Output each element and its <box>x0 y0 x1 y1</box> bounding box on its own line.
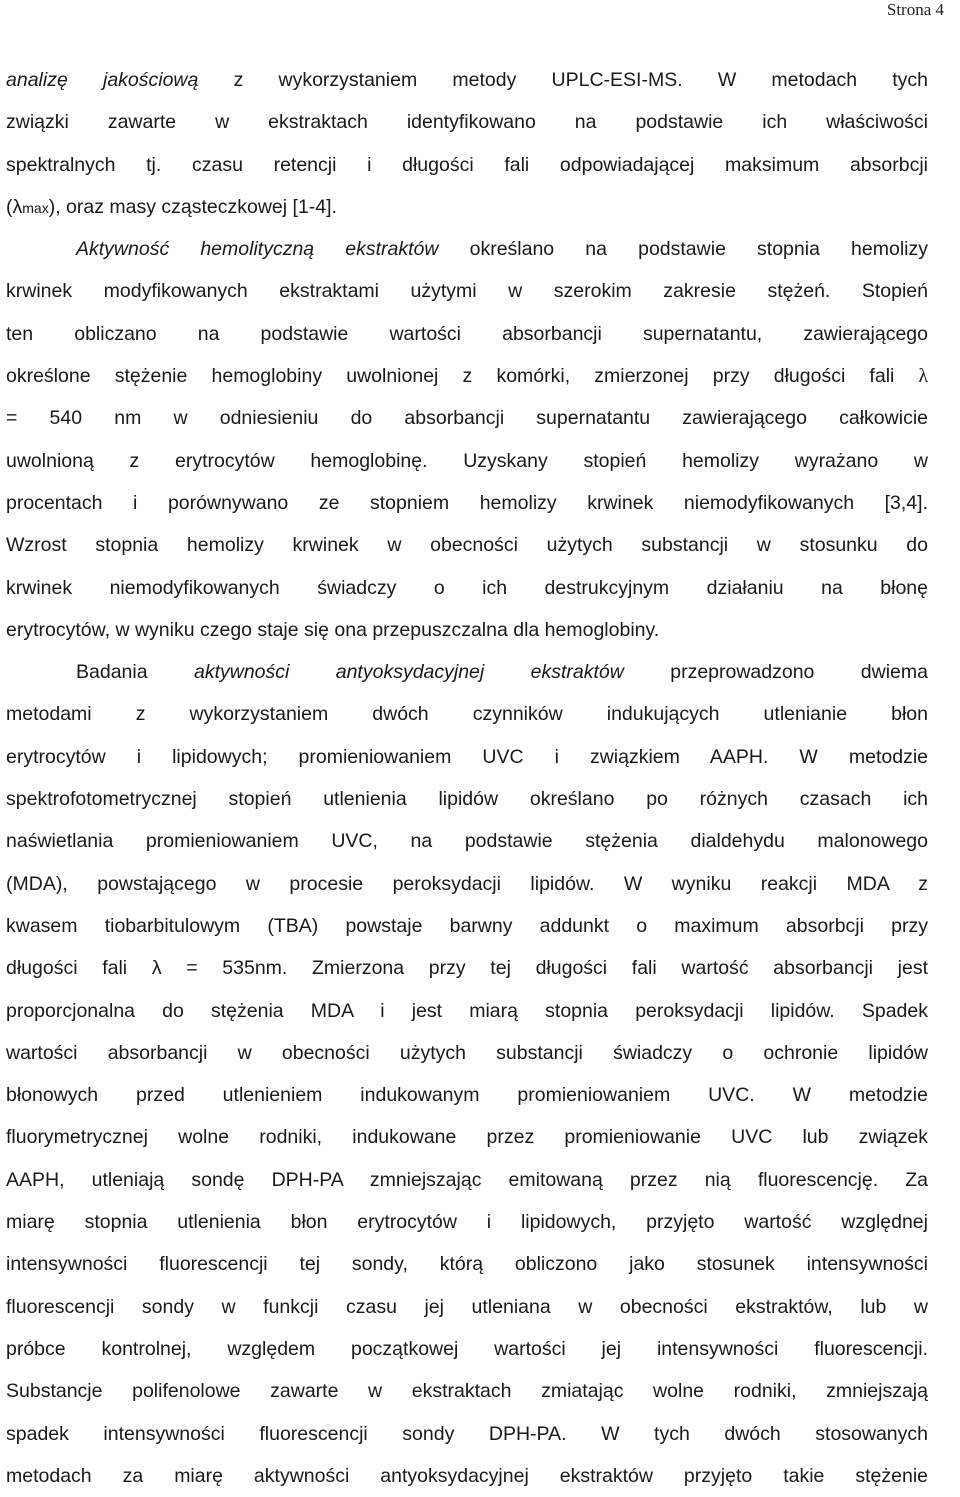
text-run: (MDA), powstającego w procesie peroksydacji lipidów. W wyniku reakcji MDA z <box>6 872 928 895</box>
text-run: erytrocytów i lipidowych; promieniowaniem UVC i związkiem AAPH. W metodzie <box>6 745 928 768</box>
text-run: spektrofotometrycznej stopień utlenienia lipidów określano po różnych czasach ich <box>6 788 928 811</box>
text-run: długości fali λ = 535nm. Zmierzona przy tej długości fali wartość absorbancji jest <box>6 957 928 980</box>
text-line <box>6 144 928 186</box>
text-line <box>6 990 928 1032</box>
text-line <box>6 1243 928 1285</box>
text-line <box>6 736 928 778</box>
text-line <box>6 270 928 312</box>
text-line <box>6 1201 928 1243</box>
text-run: = 540 nm w odniesieniu do absorbancji supernatantu zawierającego całkowicie <box>6 407 928 430</box>
text-run: krwinek modyfikowanych ekstraktami użytymi w szerokim zakresie stężeń. Stopień <box>6 280 928 303</box>
text-line <box>6 1413 928 1455</box>
text-run: określone stężenie hemoglobiny uwolnionej z komórki, zmierzonej przy długości fali <box>6 365 919 388</box>
text-run: procentach i porównywano ze stopniem hemolizy krwinek niemodyfikowanych [3,4]. <box>6 491 928 514</box>
text-run: fluorymetrycznej wolne rodniki, indukowane przez promieniowanie UVC lub związek <box>6 1126 928 1149</box>
text-run: Substancje polifenolowe zawarte w ekstraktach zmiatając wolne rodniki, zmniejszają <box>6 1380 928 1403</box>
text-line <box>6 524 928 566</box>
text-line <box>6 313 928 355</box>
text-run: ), oraz masy cząsteczkowej [1-4]. <box>48 195 337 218</box>
text-line <box>6 101 928 143</box>
text-line <box>6 693 928 735</box>
text-line <box>6 905 928 947</box>
text-run: określano na podstawie stopnia hemolizy <box>438 238 928 261</box>
page-number: Strona 4 <box>886 0 944 19</box>
text-line <box>6 1116 928 1158</box>
text-run: przeprowadzono dwiema <box>623 661 928 684</box>
text-line <box>6 228 928 270</box>
text-run: λ <box>918 366 928 388</box>
text-run: spektralnych tj. czasu retencji i długości fali odpowiadającej maksimum absorbcji <box>6 153 928 176</box>
text-line <box>6 482 928 524</box>
text-run: ten obliczano na podstawie wartości absorbancji supernatantu, zawierającego <box>6 322 928 345</box>
text-run: miarę stopnia utlenienia błon erytrocytów i lipidowych, przyjęto wartość względnej <box>6 1211 928 1234</box>
italic-term: analizę jakościową <box>6 69 199 91</box>
italic-term: Aktywność hemolityczną ekstraktów <box>76 238 439 261</box>
text-run: wartości absorbancji w obecności użytych substancji świadczy o ochronie lipidów <box>6 1041 928 1064</box>
text-run: AAPH, utleniają sondę DPH-PA zmniejszając emitowaną przez nią fluorescencję. Za <box>6 1168 928 1191</box>
text-line <box>6 651 928 693</box>
text-line <box>6 1370 928 1412</box>
document-body <box>6 59 928 1497</box>
text-line <box>6 440 928 482</box>
text-run: błonowych przed utlenieniem indukowanym promieniowaniem UVC. W metodzie <box>6 1084 928 1107</box>
text-line <box>6 778 928 820</box>
text-run: Badania <box>76 661 194 684</box>
text-line <box>6 59 928 101</box>
italic-term: aktywności antyoksydacyjnej ekstraktów <box>193 661 624 684</box>
text-run: metodach za miarę aktywności antyoksydacyjnej ekstraktów przyjęto takie stężenie <box>6 1464 928 1487</box>
text-line <box>6 1159 928 1201</box>
text-line <box>6 1032 928 1074</box>
text-run: intensywności fluorescencji tej sondy, którą obliczono jako stosunek intensywności <box>6 1253 928 1276</box>
text-run: próbce kontrolnej, względem początkowej wartości jej intensywności fluorescencji. <box>6 1337 928 1360</box>
text-line <box>6 1074 928 1116</box>
text-run: Wzrost stopnia hemolizy krwinek w obecności użytych substancji w stosunku do <box>6 534 928 557</box>
text-run: spadek intensywności fluorescencji sondy DPH-PA. W tych dwóch stosowanych <box>6 1422 928 1445</box>
text-line <box>6 1455 928 1497</box>
text-line <box>6 863 928 905</box>
text-line <box>6 567 928 609</box>
text-run: (λ <box>6 195 23 218</box>
text-line <box>6 186 928 228</box>
text-line <box>6 397 928 439</box>
text-line <box>6 820 928 862</box>
text-line <box>6 355 928 397</box>
text-run: metodami z wykorzystaniem dwóch czynników indukujących utlenianie błon <box>6 703 928 726</box>
text-run: erytrocytów, w wyniku czego staje się ona przepuszczalna dla hemoglobiny. <box>6 618 660 641</box>
text-run: kwasem tiobarbitulowym (TBA) powstaje barwny addunkt o maximum absorbcji przy <box>6 914 928 937</box>
text-line <box>6 1328 928 1370</box>
text-run: z wykorzystaniem metody UPLC-ESI-MS. W metodach tych <box>198 69 929 91</box>
text-line <box>6 609 928 651</box>
text-run: proporcjonalna do stężenia MDA i jest miarą stopnia peroksydacji lipidów. Spadek <box>6 999 928 1022</box>
text-run: uwolnioną z erytrocytów hemoglobinę. Uzyskany stopień hemolizy wyrażano w <box>6 449 928 472</box>
text-line <box>6 1286 928 1328</box>
text-run: krwinek niemodyfikowanych świadczy o ich destrukcyjnym działaniu na błonę <box>6 576 928 599</box>
text-run: naświetlania promieniowaniem UVC, na podstawie stężenia dialdehydu malonowego <box>6 830 928 853</box>
subscript-text: max <box>22 199 49 216</box>
text-line <box>6 947 928 989</box>
text-run: związki zawarte w ekstraktach identyfikowano na podstawie ich właściwości <box>6 111 928 134</box>
text-run: fluorescencji sondy w funkcji czasu jej utleniana w obecności ekstraktów, lub w <box>6 1295 928 1318</box>
